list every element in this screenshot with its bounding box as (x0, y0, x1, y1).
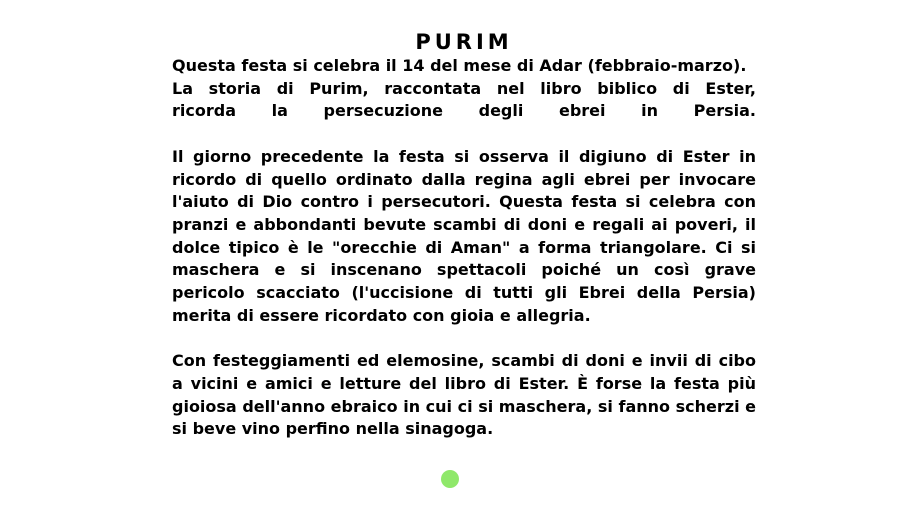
paragraph-spacer (172, 123, 756, 146)
story-line-1: La storia di Purim, raccontata nel libro biblico di Ester, (172, 78, 756, 98)
paragraph-spacer (172, 327, 756, 350)
story-line-2: ricorda la persecuzione degli ebrei in Persia. (172, 101, 756, 121)
document-body (172, 55, 756, 441)
page-title: PURIM (415, 30, 513, 54)
green-dot (441, 470, 459, 488)
paragraph-story (172, 78, 756, 123)
paragraph-fast-of-esther: Il giorno precedente la festa si osserva il digiuno di Ester in ricordo di quello ordinato dalla regina agli ebrei per invocare l'aiuto di Dio contro i persecutori. Questa festa si celebra con pranzi e abbondanti bevute scambi di doni e regali ai poveri, il dolce tipico è le "orecchie di Aman" a forma triangolare. Ci si maschera e si inscenano spettacoli poiché un così grave pericolo scacciato (l'uccisione di tutti gli Ebrei della Persia) merita di essere ricordato con gioia e allegria. (172, 146, 756, 325)
paragraph-date: Questa festa si celebra il 14 del mese di Adar (febbraio-marzo). (172, 56, 747, 75)
paragraph-celebrations: Con festeggiamenti ed elemosine, scambi di doni e invii di cibo a vicini e amici e letture del libro di Ester. È forse la festa più gioiosa dell'anno ebraico in cui ci si maschera, si fanno scherzi e si beve vino perfino nella sinagoga. (172, 351, 756, 439)
